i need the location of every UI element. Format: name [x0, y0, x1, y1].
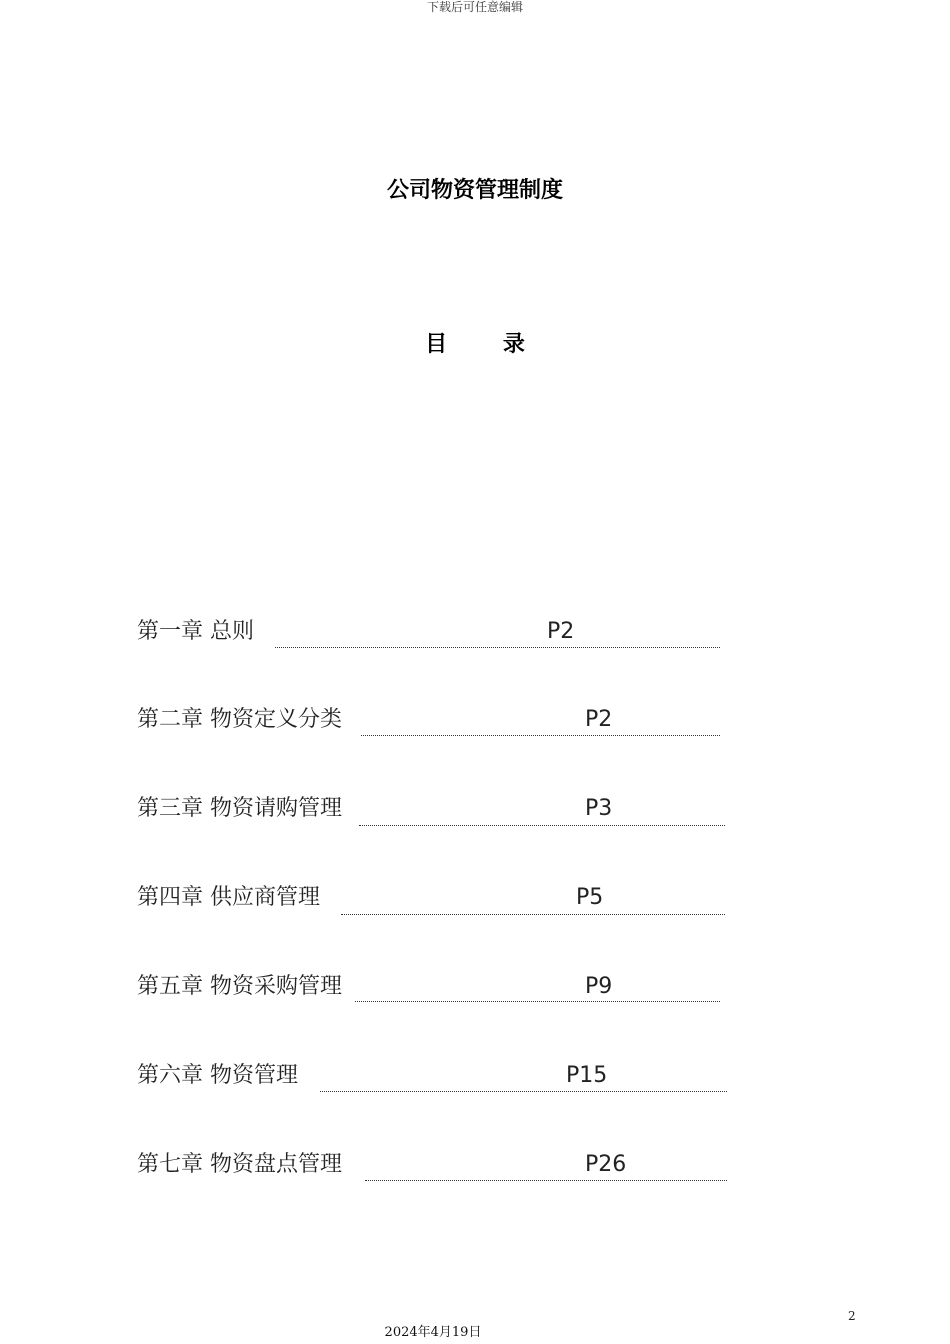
toc-heading: 目 录	[425, 332, 549, 357]
toc-entry-chapter-3[interactable]	[137, 794, 737, 828]
toc-chapter-title: 第四章 供应商管理	[137, 885, 320, 910]
toc-page-number: P9	[585, 974, 613, 999]
toc-chapter-title: 第五章 物资采购管理	[137, 974, 342, 999]
toc-entry-chapter-7[interactable]	[137, 1150, 737, 1184]
toc-dot-leader	[365, 1180, 727, 1181]
toc-dot-leader	[361, 735, 720, 736]
toc-dot-leader	[341, 914, 725, 915]
toc-dot-leader	[275, 647, 720, 648]
document-title: 公司物资管理制度	[386, 178, 563, 203]
toc-chapter-title: 第一章 总则	[137, 619, 254, 644]
footer-date: 2024年4月19日	[384, 1325, 482, 1340]
toc-dot-leader	[359, 825, 725, 826]
page-number: 2	[848, 1309, 856, 1323]
toc-entry-chapter-1[interactable]	[137, 617, 737, 651]
toc-page-number: P2	[547, 619, 575, 644]
toc-page-number: P3	[585, 796, 613, 821]
toc-entry-chapter-5[interactable]	[137, 972, 737, 1006]
toc-entry-chapter-4[interactable]	[137, 883, 737, 917]
toc-page-number: P26	[585, 1152, 627, 1177]
toc-chapter-title: 第二章 物资定义分类	[137, 707, 342, 732]
toc-chapter-title: 第七章 物资盘点管理	[137, 1152, 342, 1177]
toc-page-number: P15	[566, 1063, 608, 1088]
toc-chapter-title: 第六章 物资管理	[137, 1063, 298, 1088]
toc-dot-leader	[320, 1091, 727, 1092]
toc-page-number: P2	[585, 707, 613, 732]
toc-entry-chapter-6[interactable]	[137, 1061, 737, 1095]
toc-dot-leader	[355, 1001, 720, 1002]
header-note: 下载后可任意编辑	[426, 0, 523, 14]
toc-page-number: P5	[576, 885, 604, 910]
toc-entry-chapter-2[interactable]	[137, 705, 737, 739]
toc-chapter-title: 第三章 物资请购管理	[137, 796, 342, 821]
